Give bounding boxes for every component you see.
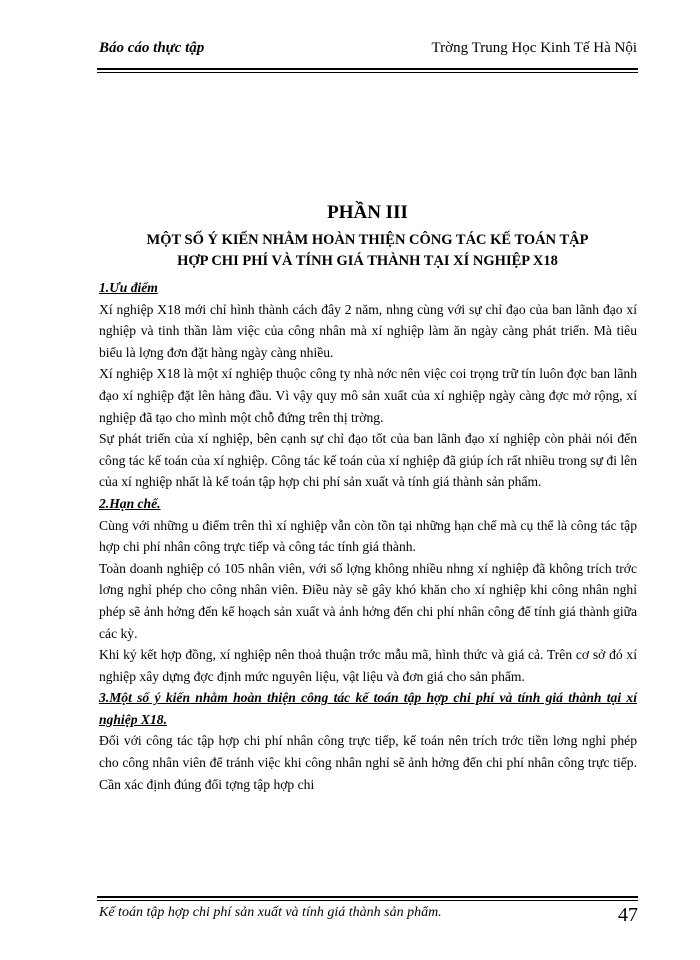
paragraph: Sự phát triển của xí nghiệp, bên cạnh sự chỉ đạo tốt của ban lãnh đạo xí nghiệp còn phải nói đến công tác kế toán của xí nghiệp. Công tác kế toán của xí nghiệp đã giúp ích rất nhiều trong sự đi lên của xí nghiệp nhất là kế toán tập hợp chi phí sản xuất và tính giá thành sản phẩm.	[99, 431, 637, 490]
header-rule	[97, 68, 638, 70]
paragraph: Toàn doanh nghiệp có 105 nhân viên, với số lợng không nhiều nhng xí nghiệp đã không trích trớc lơng nghỉ phép cho công nhân viên. Điều này sẽ gây khó khăn cho xí nghiệp khi công nhân nghỉ phép sẽ ảnh hởng đến kế hoạch sản xuất và ảnh hởng đến chi phí nhân công để tính giá thành giữa các kỳ.	[99, 560, 637, 641]
paragraph: Đối với công tác tập hợp chi phí nhân công trực tiếp, kế toán nên trích trớc tiền lơng nghỉ phép cho công nhân viên để tránh việc khi công nhân nghỉ sẽ ảnh hởng đến chi phí nhân công trực tiếp. Cần xác định đúng đối tợng tập hợp chi	[99, 733, 637, 792]
subtitle-line-2: HỢP CHI PHÍ VÀ TÍNH GIÁ THÀNH TẠI XÍ NGHIỆP X18	[177, 253, 558, 269]
paragraph: Cùng với những u điểm trên thì xí nghiệp vẫn còn tồn tại những hạn chế mà cụ thể là công tác tập hợp chi phí nhân công trực tiếp và công tác tính giá thành.	[99, 517, 637, 555]
body-content	[99, 277, 637, 795]
page-number: 47	[618, 904, 638, 926]
part-title: PHẦN III	[327, 202, 408, 223]
chapter-subtitle	[97, 230, 638, 272]
footer-rule	[97, 896, 638, 898]
paragraph: Xí nghiệp X18 là một xí nghiệp thuộc công ty nhà nớc nên việc coi trọng trữ tín luôn đợc ban lãnh đạo xí nghiệp đặt lên hàng đầu. Vì vậy quy mô sản xuất của xí nghiệp ngày càng đợc mở rộng, xí nghiệp đã tạo cho mình một chỗ đứng trên thị trờng.	[99, 366, 637, 425]
section-heading-suggestions: 3.Một số ý kiến nhằm hoàn thiện công tác kế toán tập hợp chi phí và tính giá thành tại xí nghiệp X18.	[99, 690, 637, 727]
footer-rule-thin	[97, 900, 638, 901]
section-heading-advantages: 1.Ưu điểm	[99, 280, 158, 295]
paragraph: Khi ký kết hợp đồng, xí nghiệp nên thoả thuận trớc mẫu mã, hình thức và giá cả. Trên cơ sở đó xí nghiệp xây dựng đợc định mức nguyên liệu, vật liệu và đơn giá cho sản phẩm.	[99, 647, 637, 684]
header-rule-thin	[97, 72, 638, 73]
section-heading-limitations: 2.Hạn chế.	[99, 495, 161, 511]
header-report-title: Báo cáo thực tập	[99, 40, 205, 56]
footer-text: Kế toán tập hợp chi phí sản xuất và tính giá thành sản phẩm.	[99, 905, 442, 920]
paragraph: Xí nghiệp X18 mới chỉ hình thành cách đây 2 năm, nhng cùng với sự chỉ đạo của ban lãnh đạo xí nghiệp và tinh thần làm việc của công nhân mà xí nghiệp làm ăn ngày càng phát triển. Mà tiêu biểu là lợng đơn đặt hàng ngày càng nhiều.	[99, 301, 637, 360]
header-school-name: Trờng Trung Học Kinh Tế Hà Nội	[431, 40, 637, 56]
page-header	[97, 40, 637, 66]
subtitle-line-1: MỘT SỐ Ý KIẾN NHẰM HOÀN THIỆN CÔNG TÁC KẾ TOÁN TẬP	[146, 232, 589, 248]
